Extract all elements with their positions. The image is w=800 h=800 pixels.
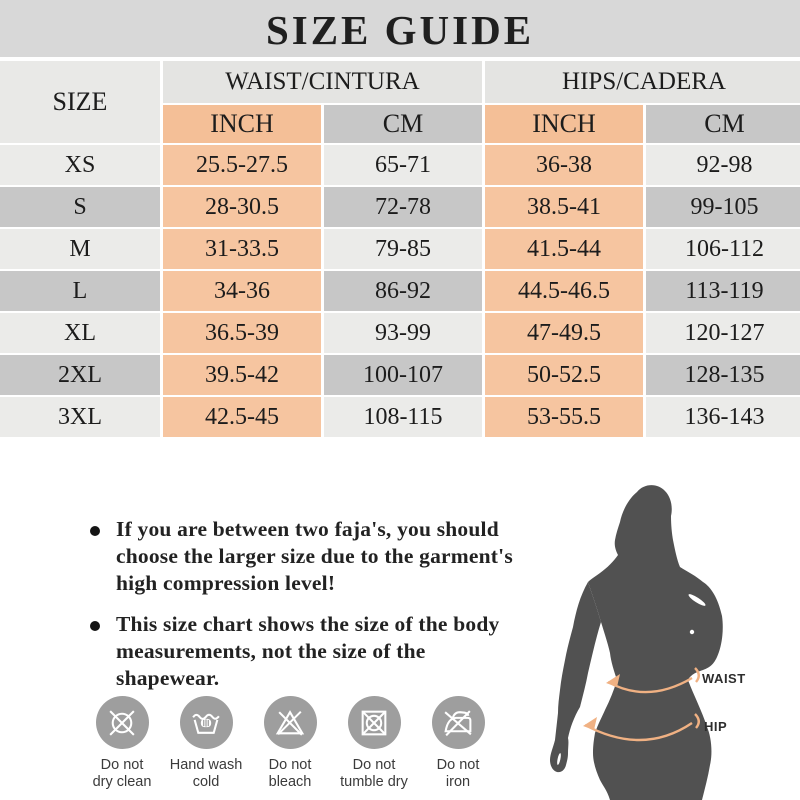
hips-group-header: HIPS/CADERA <box>484 60 800 104</box>
page-title: SIZE GUIDE <box>265 7 535 53</box>
waist-cm-cell: 65-71 <box>323 144 484 186</box>
note-text <box>116 611 499 692</box>
body-silhouette-shape <box>588 485 723 800</box>
care-instructions <box>0 696 530 800</box>
waist-inch-cell: 25.5-27.5 <box>162 144 323 186</box>
table-row <box>0 186 800 228</box>
size-cell: XS <box>0 144 162 186</box>
female-body-silhouette <box>530 470 800 800</box>
waist-cm-cell: 86-92 <box>323 270 484 312</box>
hips-cm-cell: 92-98 <box>645 144 800 186</box>
waist-inch-cell: 36.5-39 <box>162 312 323 354</box>
table-row <box>0 354 800 396</box>
hips-inch-cell: 38.5-41 <box>484 186 645 228</box>
table-row <box>0 144 800 186</box>
do-not-dry-clean-icon <box>96 696 149 749</box>
hips-inch-cell: 47-49.5 <box>484 312 645 354</box>
size-cell: 2XL <box>0 354 162 396</box>
waist-group-header: WAIST/CINTURA <box>162 60 484 104</box>
table-row <box>0 270 800 312</box>
waist-cm-cell: 93-99 <box>323 312 484 354</box>
waist-cm-header: CM <box>323 104 484 144</box>
do-not-iron-icon <box>432 696 485 749</box>
waist-inch-cell: 42.5-45 <box>162 396 323 438</box>
note-line: measurements, not the size of the <box>116 639 426 663</box>
table-header-row-groups <box>0 60 800 104</box>
note-line: shapewear. <box>116 666 220 690</box>
care-label: Hand wash cold <box>169 757 243 790</box>
bullet-dot-icon <box>90 526 100 536</box>
hips-inch-cell: 36-38 <box>484 144 645 186</box>
waist-cm-cell: 72-78 <box>323 186 484 228</box>
title-bar <box>0 0 800 57</box>
waist-inch-header: INCH <box>162 104 323 144</box>
table-row <box>0 312 800 354</box>
care-item <box>74 696 170 791</box>
waist-inch-cell: 28-30.5 <box>162 186 323 228</box>
hips-inch-cell: 41.5-44 <box>484 228 645 270</box>
waist-cm-cell: 108-115 <box>323 396 484 438</box>
hip-label: HIP <box>704 719 728 734</box>
hips-inch-header: INCH <box>484 104 645 144</box>
hips-cm-cell: 99-105 <box>645 186 800 228</box>
care-label: Do not iron <box>436 757 480 790</box>
hips-cm-header: CM <box>645 104 800 144</box>
notes-section <box>90 516 570 706</box>
size-cell: XL <box>0 312 162 354</box>
note-line: If you are between two faja's, you should <box>116 517 499 541</box>
note-line: choose the larger size due to the garment's <box>116 544 513 568</box>
note-item <box>90 516 570 597</box>
waist-cm-cell: 100-107 <box>323 354 484 396</box>
hips-inch-cell: 44.5-46.5 <box>484 270 645 312</box>
size-column-header: SIZE <box>0 60 162 144</box>
care-item <box>410 696 506 791</box>
waist-inch-cell: 31-33.5 <box>162 228 323 270</box>
care-label: Do not dry clean <box>92 757 152 790</box>
hips-cm-cell: 136-143 <box>645 396 800 438</box>
note-text <box>116 516 513 597</box>
note-line: high compression level! <box>116 571 336 595</box>
size-cell: L <box>0 270 162 312</box>
waist-label: WAIST <box>702 671 746 686</box>
care-item <box>158 696 254 791</box>
hips-cm-cell: 120-127 <box>645 312 800 354</box>
arm-silhouette-shape <box>550 582 601 772</box>
hand-wash-cold-icon <box>180 696 233 749</box>
hips-cm-cell: 128-135 <box>645 354 800 396</box>
waist-cm-cell: 79-85 <box>323 228 484 270</box>
hips-inch-cell: 50-52.5 <box>484 354 645 396</box>
size-cell: M <box>0 228 162 270</box>
waist-inch-cell: 39.5-42 <box>162 354 323 396</box>
size-cell: 3XL <box>0 396 162 438</box>
care-label: Do not bleach <box>268 757 312 790</box>
hips-cm-cell: 113-119 <box>645 270 800 312</box>
do-not-tumble-dry-icon <box>348 696 401 749</box>
size-table <box>0 59 800 439</box>
care-item <box>326 696 422 791</box>
hips-inch-cell: 53-55.5 <box>484 396 645 438</box>
note-line: This size chart shows the size of the body <box>116 612 500 636</box>
bullet-dot-icon <box>90 621 100 631</box>
note-item <box>90 611 570 692</box>
care-label: Do not tumble dry <box>340 757 408 790</box>
table-row <box>0 228 800 270</box>
do-not-bleach-icon <box>264 696 317 749</box>
waist-inch-cell: 34-36 <box>162 270 323 312</box>
size-cell: S <box>0 186 162 228</box>
care-item <box>242 696 338 791</box>
table-row <box>0 396 800 438</box>
hips-cm-cell: 106-112 <box>645 228 800 270</box>
